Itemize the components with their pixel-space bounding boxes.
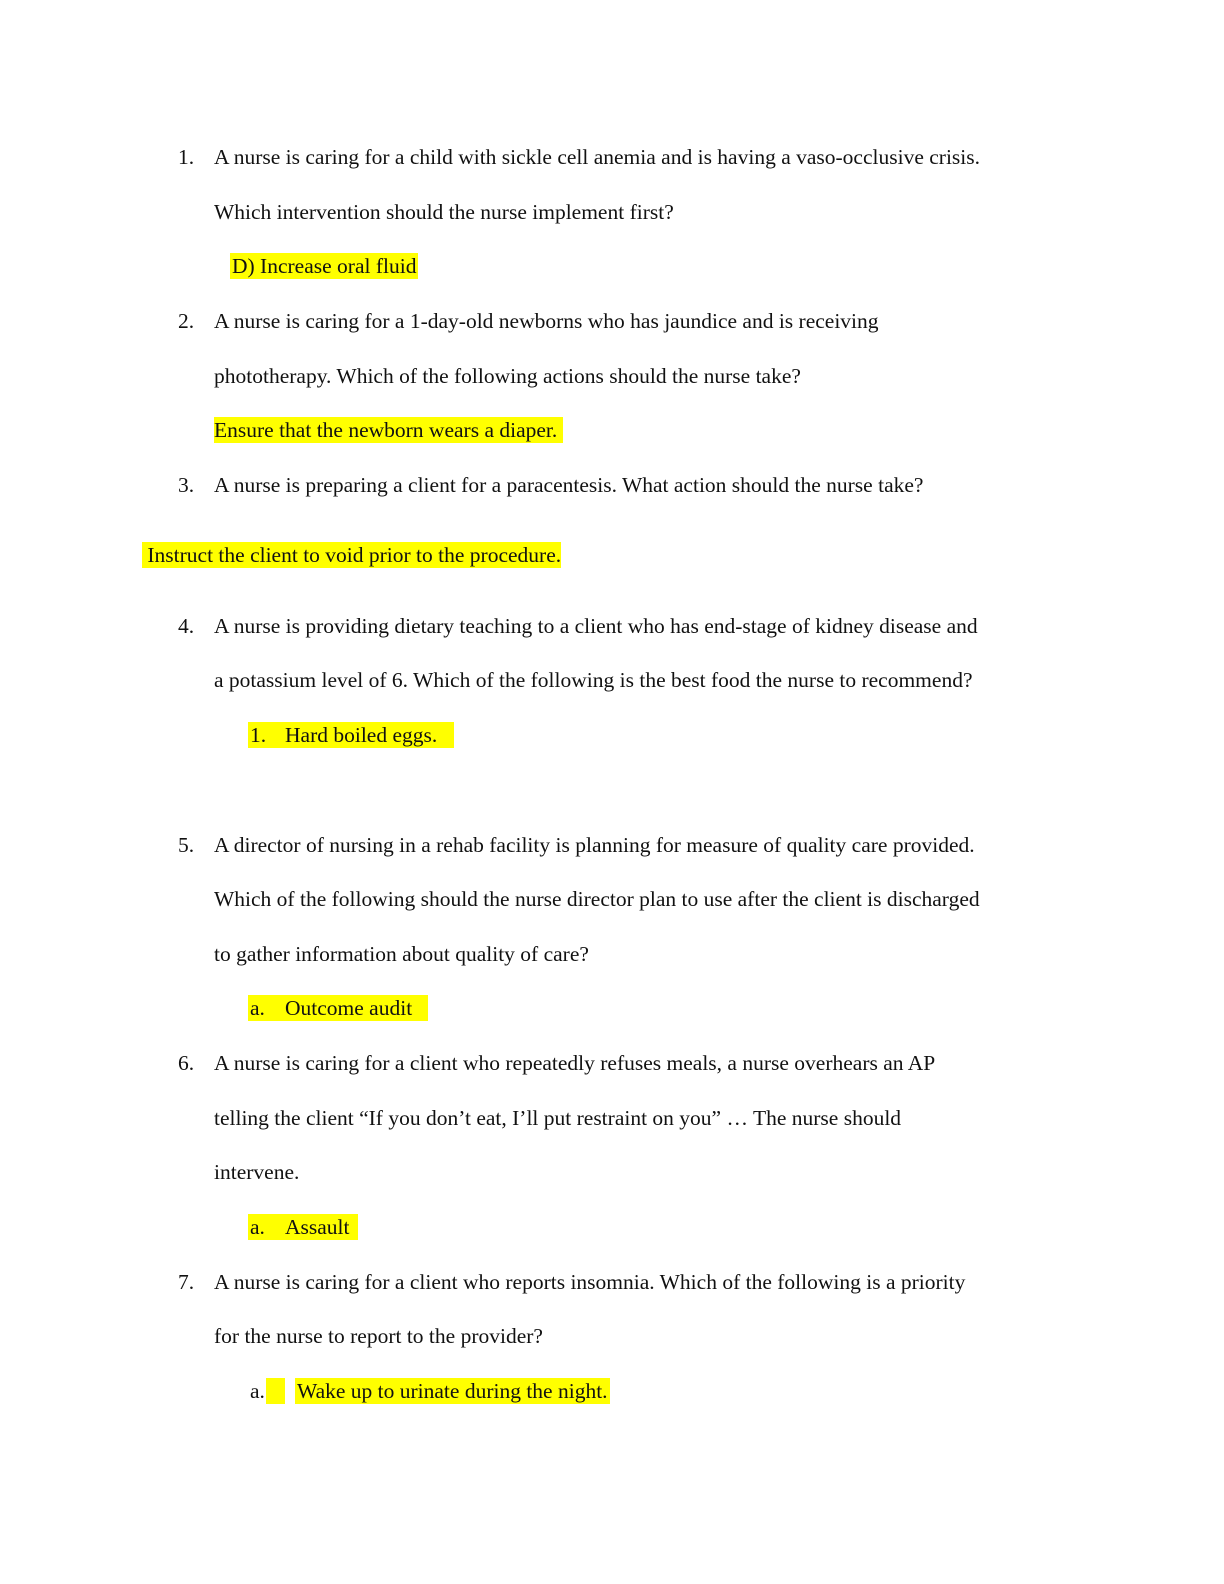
question-text-line: a potassium level of 6. Which of the following is the best food the nurse to recommend? xyxy=(214,668,973,692)
answer-highlight xyxy=(248,722,454,748)
answer-text: Hard boiled eggs. xyxy=(285,723,438,747)
question-number: 1. xyxy=(178,145,195,169)
question-text-line: A nurse is providing dietary teaching to a client who has end-stage of kidney disease and xyxy=(214,614,978,638)
answer-marker: a. xyxy=(250,996,265,1020)
answer-marker: 1. xyxy=(250,723,267,747)
question-text-line: A nurse is caring for a 1-day-old newborns who has jaundice and is receiving xyxy=(214,309,879,333)
answer-highlight xyxy=(248,995,428,1021)
answer-text: Assault xyxy=(285,1215,350,1239)
question-text-line: Which intervention should the nurse implement first? xyxy=(214,200,674,224)
answer-marker: a. xyxy=(250,1215,265,1239)
question-number: 6. xyxy=(178,1051,195,1075)
question-number: 5. xyxy=(178,833,195,857)
question-text-line: A director of nursing in a rehab facility is planning for measure of quality care provided. xyxy=(214,833,975,857)
question-text-line: Which of the following should the nurse director plan to use after the client is discharged xyxy=(214,887,980,911)
question-text-line: phototherapy. Which of the following actions should the nurse take? xyxy=(214,364,801,388)
question-text-line: A nurse is caring for a child with sickle cell anemia and is having a vaso-occlusive crisis. xyxy=(214,145,981,169)
answer-marker: a. xyxy=(250,1379,265,1403)
answer-highlight: Instruct the client to void prior to the procedure. xyxy=(142,543,562,567)
answer-highlight: Wake up to urinate during the night. xyxy=(297,1379,608,1403)
question-number: 7. xyxy=(178,1270,195,1294)
answer-highlight: D) Increase oral fluid xyxy=(232,254,417,278)
answer-highlight-gap xyxy=(266,1378,285,1404)
answer-text: Outcome audit xyxy=(285,996,413,1020)
answer-highlight xyxy=(248,1214,358,1240)
question-text-line: intervene. xyxy=(214,1160,300,1184)
question-text-line: A nurse is caring for a client who reports insomnia. Which of the following is a priority xyxy=(214,1270,966,1294)
question-text-line: A nurse is preparing a client for a paracentesis. What action should the nurse take? xyxy=(214,473,924,497)
question-text-line: for the nurse to report to the provider? xyxy=(214,1324,543,1348)
question-text-line: to gather information about quality of care? xyxy=(214,942,589,966)
answer-highlight: Ensure that the newborn wears a diaper. xyxy=(214,418,563,442)
question-number: 4. xyxy=(178,614,195,638)
question-text-line: telling the client “If you don’t eat, I’ll put restraint on you” … The nurse should xyxy=(214,1106,902,1130)
question-number: 2. xyxy=(178,309,195,333)
question-number: 3. xyxy=(178,473,195,497)
question-text-line: A nurse is caring for a client who repeatedly refuses meals, a nurse overhears an AP xyxy=(214,1051,936,1075)
